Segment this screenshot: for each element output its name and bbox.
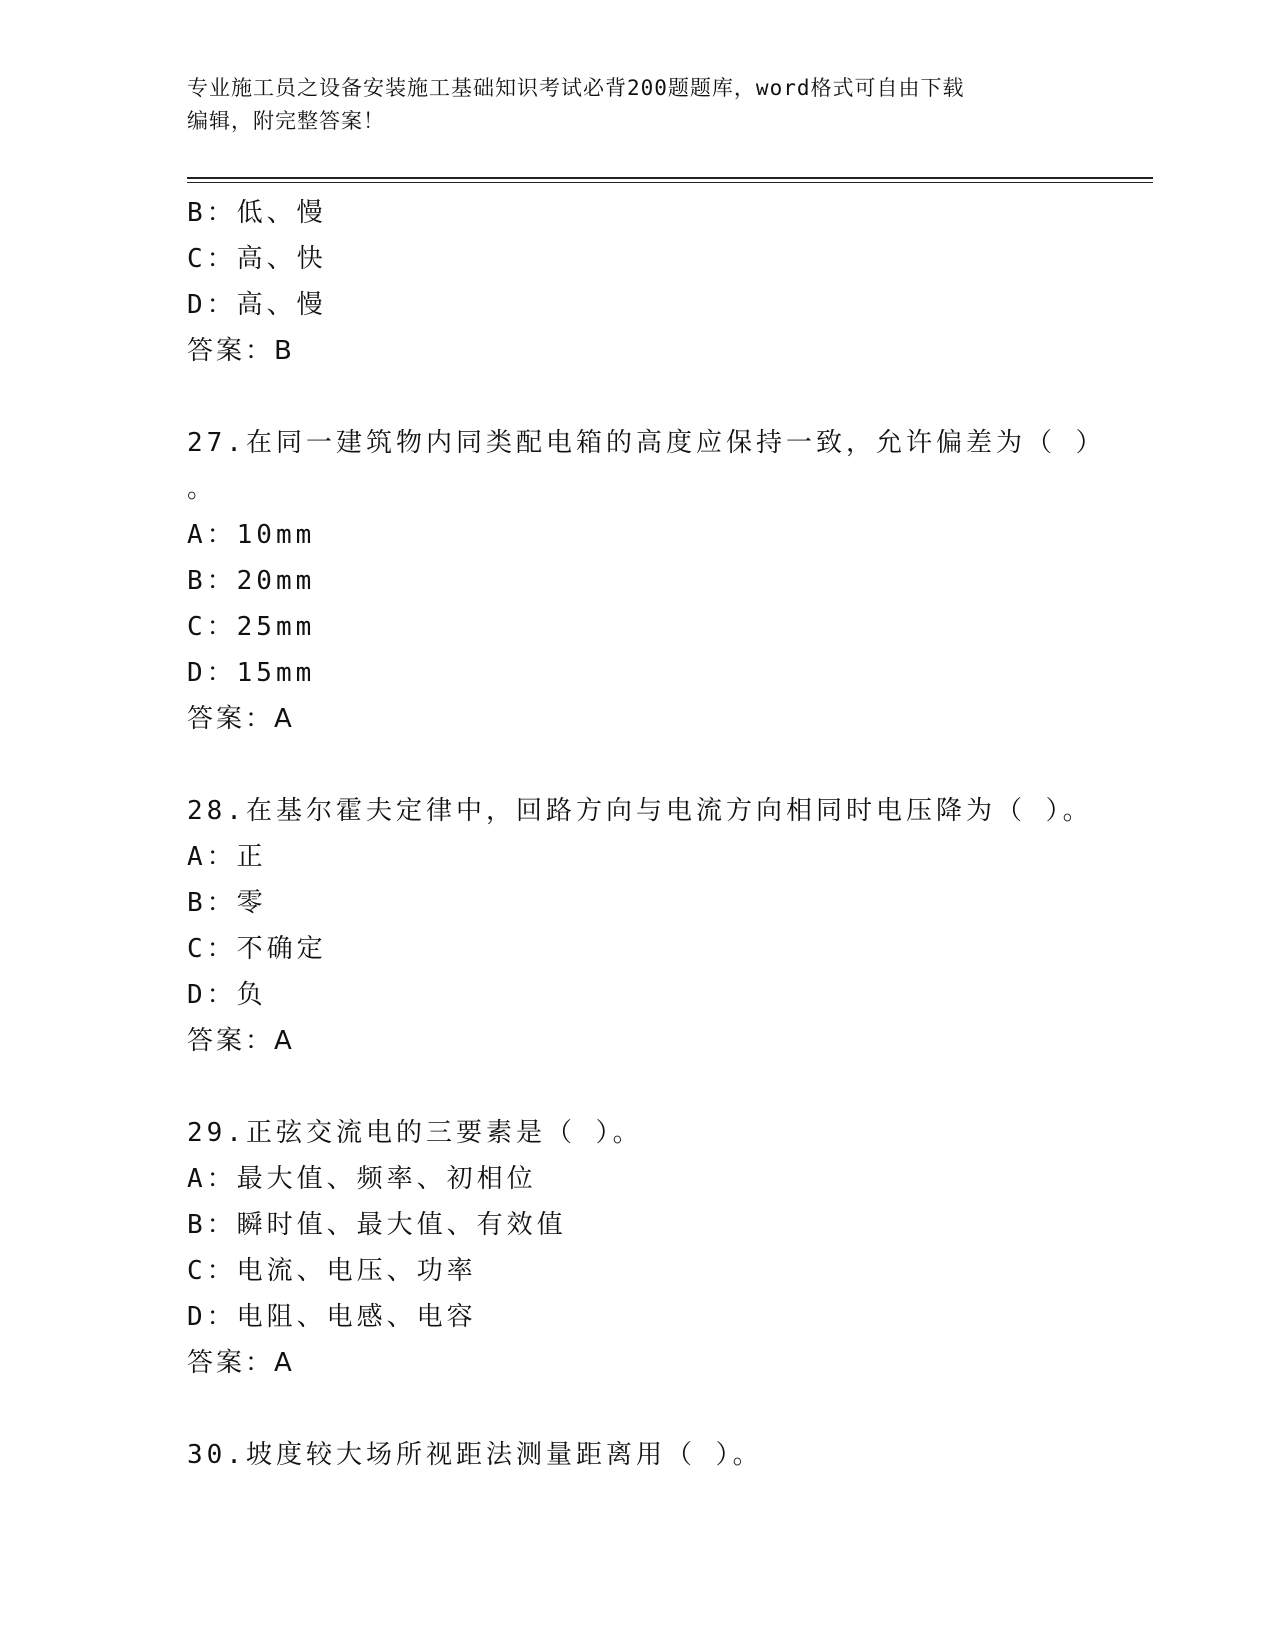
- option-c: C：高、快: [187, 244, 327, 274]
- question-stem: 28.在基尔霍夫定律中，回路方向与电流方向相同时电压降为（ ）。: [187, 796, 1093, 826]
- question-stem: 30.坡度较大场所视距法测量距离用（ ）。: [187, 1440, 763, 1470]
- option-b: B：零: [187, 888, 267, 918]
- option-a: A：最大值、频率、初相位: [187, 1164, 537, 1194]
- option-c: C：电流、电压、功率: [187, 1256, 477, 1286]
- answer-label: 答案：A: [187, 1026, 295, 1056]
- option-a: A：10mm: [187, 520, 316, 550]
- answer-label: 答案：B: [187, 336, 295, 366]
- question-stem-continuation: 。: [187, 474, 218, 504]
- answer-label: 答案：A: [187, 1348, 295, 1378]
- option-d: D：高、慢: [187, 290, 327, 320]
- question-30: [187, 1432, 1087, 1478]
- option-a: A：正: [187, 842, 267, 872]
- option-c: C：不确定: [187, 934, 327, 964]
- document-header: [187, 72, 1067, 138]
- question-27: [187, 420, 1106, 742]
- option-d: D：负: [187, 980, 267, 1010]
- header-divider-thin: [187, 182, 1153, 183]
- option-d: D：电阻、电感、电容: [187, 1302, 477, 1332]
- question-29: [187, 1110, 1087, 1386]
- header-title-line-1: 专业施工员之设备安装施工基础知识考试必背200题题库，word格式可自由下载: [187, 76, 965, 100]
- question-list: [187, 190, 1106, 1478]
- header-title-line-2: 编辑，附完整答案！: [187, 109, 385, 133]
- option-b: B：低、慢: [187, 198, 327, 228]
- question-stem: 29.正弦交流电的三要素是（ ）。: [187, 1118, 643, 1148]
- option-b: B：20mm: [187, 566, 316, 596]
- question-continued: [187, 190, 1087, 374]
- question-stem: 27.在同一建筑物内同类配电箱的高度应保持一致，允许偏差为（ ）: [187, 428, 1106, 458]
- answer-label: 答案：A: [187, 704, 295, 734]
- question-28: [187, 788, 1093, 1064]
- option-c: C：25mm: [187, 612, 316, 642]
- header-divider-thick: [187, 177, 1153, 179]
- option-d: D：15mm: [187, 658, 316, 688]
- option-b: B：瞬时值、最大值、有效值: [187, 1210, 567, 1240]
